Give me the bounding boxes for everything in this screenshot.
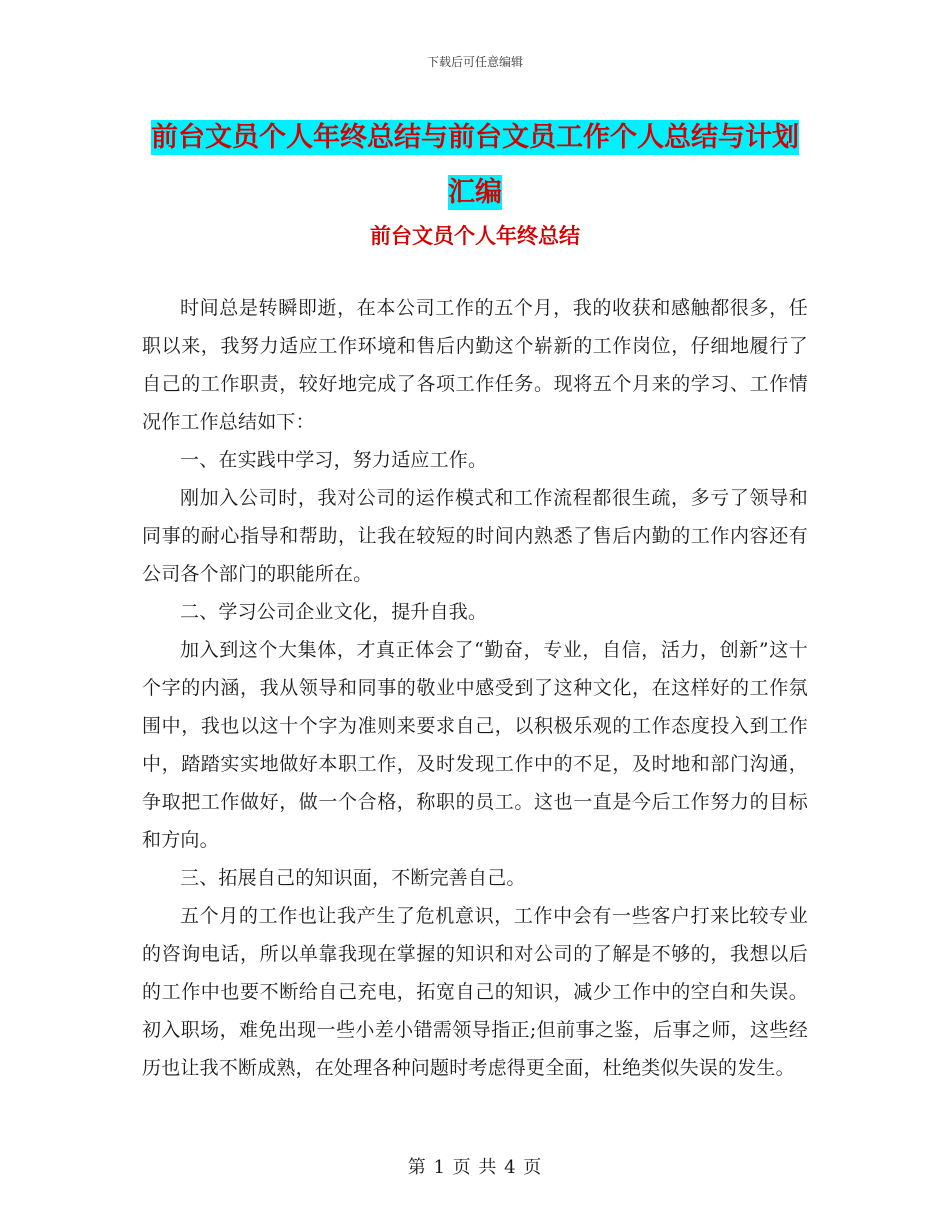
paragraph-intro: 时间总是转瞬即逝，在本公司工作的五个月，我的收获和感触都很多，任职以来，我努力适应工作环境和售后内勤这个崭新的工作岗位，仔细地履行了自己的工作职责，较好地完成了各项工作任务。现将五个月来的学习、工作情况作工作总结如下：	[142, 297, 808, 433]
paragraph-2: 加入到这个大集体，才真正体会了“勤奋，专业，自信，活力，创新”这十个字的内涵，我从领导和同事的敬业中感受到了这种文化，在这样好的工作氛围中，我也以这十个字为准则来要求自己，以积极乐观的工作态度投入到工作中，踏踏实实地做好本职工作，及时发现工作中的不足，及时地和部门沟通，争取把工作做好，做一个合格，称职的员工。这也一直是今后工作努力的目标和方向。	[142, 639, 808, 851]
paragraph-3: 五个月的工作也让我产生了危机意识，工作中会有一些客户打来比较专业的咨询电话，所以单靠我现在掌握的知识和对公司的了解是不够的，我想以后的工作中也要不断给自己充电，拓宽自己的知识，减少工作中的空白和失误。初入职场，难免出现一些小差小错需领导指正;但前事之鉴，后事之师，这些经历也让我不断成熟，在处理各种问题时考虑得更全面，杜绝类似失误的发生。	[142, 905, 808, 1079]
document-title-text: 前台文员个人年终总结与前台文员工作个人总结与计划汇编	[151, 122, 799, 208]
paragraph-1: 刚加入公司时，我对公司的运作模式和工作流程都很生疏，多亏了领导和同事的耐心指导和帮助，让我在较短的时间内熟悉了售后内勤的工作内容还有公司各个部门的职能所在。	[142, 487, 808, 585]
paragraph-heading-3: 三、拓展自己的知识面，不断完善自己。	[180, 867, 526, 889]
paragraph-heading-1: 一、在实践中学习，努力适应工作。	[180, 449, 488, 471]
page-number: 第 1 页 共 4 页	[407, 1157, 543, 1178]
section-title: 前台文员个人年终总结	[370, 223, 580, 248]
header-note: 下载后可任意编辑	[426, 55, 523, 69]
paragraph-heading-2: 二、学习公司企业文化，提升自我。	[180, 601, 488, 623]
document-body	[142, 289, 808, 1087]
document-title	[140, 110, 810, 220]
